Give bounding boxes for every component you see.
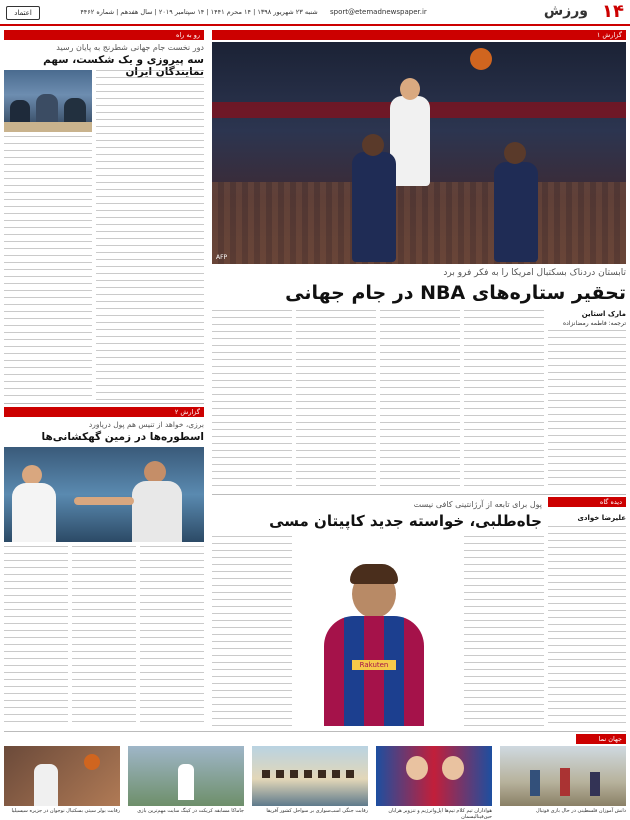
messi-kicker: پول برای تابعه از آرژانتینی کافی نیست (413, 500, 542, 509)
main-headline: تحقیر ستاره‌های NBA در جام جهانی (285, 282, 626, 304)
page-header (0, 0, 630, 26)
chess-kicker: دور نخست جام جهانی شطرنج به پایان رسید (56, 43, 204, 52)
strip-caption-3: رقابت جنگی اسب‌سواری بر سواحل کشور آفریقا (266, 808, 368, 814)
strip-caption-4: هواداران تیم کلام تیم‌ها اپل‌واتر‌ژیم و تنزویر هرابان حین‌فینالیسمان (388, 808, 492, 820)
main-text-2 (464, 310, 544, 490)
strip-photo-2 (128, 746, 244, 806)
chess-body-text (96, 70, 204, 400)
chess-body-text-2 (4, 136, 92, 400)
section-email: sport@etemadnewspaper.ir (330, 8, 427, 16)
messi-photo: Rakuten (300, 560, 460, 726)
newspaper-logo: اعتماد (6, 6, 40, 20)
tennis-text-3 (140, 546, 204, 726)
main-text-4 (296, 310, 376, 490)
main-text-1 (548, 330, 626, 490)
tennis-text-1 (4, 546, 68, 726)
messi-tag: دیده گاه (548, 497, 626, 507)
section-title: ورزش (543, 3, 588, 19)
chess-headline: سه پیروزی و یک شکست، سهم نمایندگان ایران (43, 54, 204, 78)
tennis-photo (4, 447, 204, 542)
main-text-5 (212, 310, 292, 490)
strip-caption-5: دانش آموزان فلسطینی در حال بازی فوتبال (536, 808, 626, 814)
messi-headline: جاه‌طلبی، خواسته جدید کاپیتان مسی (269, 512, 542, 530)
divider (4, 403, 204, 404)
photo-credit: AFP (216, 254, 228, 261)
divider (212, 494, 626, 495)
main-translator: ترجمه: فاطمه رمضانزاده (563, 320, 626, 327)
bottom-tag: جهان نما (576, 734, 626, 744)
messi-text-3 (212, 536, 292, 726)
main-text-3 (380, 310, 460, 490)
messi-text-1 (548, 526, 626, 726)
main-tag: گزارش ۱ (212, 30, 626, 40)
tennis-kicker: برزی، خواهد از تنیس هم پول دریاورد (88, 420, 204, 429)
strip-photo-5 (500, 746, 626, 806)
messi-author: علیرضا خوادی (577, 514, 626, 522)
strip-photo-1 (4, 746, 120, 806)
left-tag: رو به راه (4, 30, 204, 40)
basketball-photo (212, 42, 626, 264)
chess-photo (4, 70, 92, 132)
divider (4, 731, 626, 732)
strip-caption-1: رقابت بولر سیتی بسکتبال نوجوان در جزیره سیسیلیا (11, 808, 120, 814)
dateline: شنبه ۲۳ شهریور ۱۳۹۸ | ۱۴ محرم ۱۴۴۱ | ۱۴ سپتامبر ۲۰۱۹ | سال هفدهم | شماره ۴۴۶۲ (80, 8, 318, 16)
main-kicker: تابستان دردناک بسکتبال امریکا را به فکر فرو برد (443, 268, 626, 278)
tennis-tag: گزارش ۲ (4, 407, 204, 417)
page-number: ۱۴ (602, 1, 624, 22)
strip-photo-3 (252, 746, 368, 806)
messi-text-2 (464, 536, 544, 726)
strip-caption-2: جاماکا مسابقه کریکت در کینگ سایت مهم‌ترین بازی (137, 808, 244, 814)
tennis-text-2 (72, 546, 136, 726)
tennis-headline: اسطوره‌ها در زمین گهکشانی‌ها (41, 431, 204, 443)
strip-photo-4 (376, 746, 492, 806)
main-author: مارک استاین (581, 310, 626, 318)
